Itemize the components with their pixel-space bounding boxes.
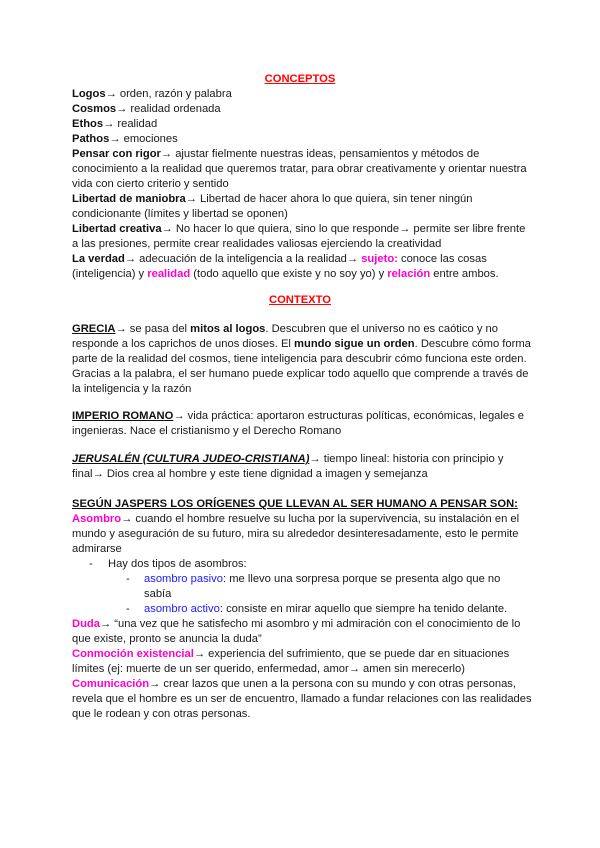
- def-asombro: cuando el hombre resuelve su lucha por la supervivencia, su instalación en el mundo y aseguración de su futuro, mira su alrededor desinteresadamente, esto le permite admirarse: [72, 513, 520, 555]
- keyword-relacion: relación: [387, 268, 431, 280]
- arrow: →: [348, 663, 360, 675]
- def-relacion: entre ambos.: [430, 268, 499, 280]
- term-logos: Logos: [72, 88, 106, 100]
- def-jerusalen-2: Dios crea al hombre y este tiene dignidad a imagen y semejanza: [103, 468, 428, 480]
- arrow: →: [149, 678, 161, 690]
- arrow: →: [193, 648, 206, 660]
- def-realidad: (todo aquello que existe y no soy yo) y: [190, 268, 388, 280]
- keyword-realidad: realidad: [147, 268, 191, 280]
- bullet-dash: -: [126, 573, 130, 585]
- concept-ethos: [72, 117, 532, 132]
- term-conmocion-existencial: Conmoción existencial: [72, 648, 194, 660]
- arrow: →: [399, 223, 411, 235]
- bullet-dash: -: [126, 603, 130, 615]
- jaspers-heading: SEGÚN JASPERS LOS ORÍGENES QUE LLEVAN AL SER HUMANO A PENSAR SON:: [72, 498, 518, 510]
- tipos-de-asombro: Hay dos tipos de asombros:: [108, 558, 247, 570]
- origin-conmocion-existencial: [72, 647, 532, 677]
- asombro-pasivo: [144, 572, 524, 602]
- term-ethos: Ethos: [72, 118, 104, 130]
- def-pensar-con-rigor: ajustar fielmente nuestras ideas, pensamientos y métodos de conocimiento a la realidad que queremos tratar, para obrar creativamente y orientar nuestra vida con cierto criterio y sentido: [72, 148, 527, 190]
- def-libertad-creativa-2: permite ser libre frente a las presiones, permite crear realidades valiosas ejerciendo la creatividad: [72, 223, 526, 250]
- def-asombro-pasivo: : me llevo una sorpresa porque se presenta algo que no sabía: [144, 573, 501, 600]
- term-libertad-creativa: Libertad creativa: [72, 223, 162, 235]
- bold-mundo-sigue-un-orden: mundo sigue un orden: [294, 338, 415, 350]
- def-duda: “una vez que he satisfecho mi asombro y mi admiración con el conocimiento de lo que existe, pronto se anuncia la duda”: [72, 618, 521, 645]
- arrow: →: [115, 323, 127, 335]
- arrow: →: [185, 193, 197, 205]
- concept-la-verdad: [72, 252, 532, 282]
- term-comunicacion: Comunicación: [72, 678, 150, 690]
- term-pathos: Pathos: [72, 133, 110, 145]
- concept-logos: [72, 87, 532, 102]
- bold-mitos-al-logos: mitos al logos: [190, 323, 266, 335]
- arrow: →: [116, 103, 128, 115]
- term-grecia: GRECIA: [72, 323, 116, 335]
- context-jerusalen: [72, 452, 532, 482]
- term-libertad-de-maniobra: Libertad de maniobra: [72, 193, 186, 205]
- def-comunicacion: crear lazos que unen a la persona con su mundo y con otras personas, revela que el hombre es un ser de encuentro, llamado a fundar relaciones con las realidades que le rodean y con otras personas.: [72, 678, 532, 720]
- bullet-dash: -: [89, 558, 93, 570]
- contexto-title: CONTEXTO: [269, 294, 331, 306]
- arrow: →: [309, 453, 321, 465]
- def-sujeto: conoce las cosas (inteligencia) y: [72, 253, 487, 280]
- context-grecia: [72, 322, 532, 397]
- arrow: →: [173, 410, 185, 422]
- arrow: →: [124, 253, 137, 265]
- def-cosmos: realidad ordenada: [127, 103, 221, 115]
- concept-cosmos: [72, 102, 532, 117]
- term-jerusalen: JERUSALÉN (CULTURA JUDEO-CRISTIANA): [72, 453, 310, 465]
- origin-comunicacion: [72, 677, 532, 722]
- term-imperio-romano: IMPERIO ROMANO: [72, 410, 174, 422]
- def-libertad-de-maniobra: Libertad de hacer ahora lo que quiera, sin tener ningún condicionante (límites y libertad se oponen): [72, 193, 473, 220]
- arrow: →: [103, 118, 115, 130]
- def-conmocion-2: amen sin merecerlo): [359, 663, 465, 675]
- context-imperio-romano: [72, 409, 532, 439]
- concept-pathos: [72, 132, 532, 147]
- def-ethos: realidad: [114, 118, 158, 130]
- term-asombro-activo: asombro activo: [144, 603, 220, 615]
- arrow: →: [121, 513, 133, 525]
- def-pathos: emociones: [120, 133, 178, 145]
- arrow: →: [105, 88, 117, 100]
- arrow: →: [92, 468, 104, 480]
- arrow: →: [109, 133, 121, 145]
- text-grecia-2: . Descubren que el universo no es caótico y no responde a los caprichos de unos dioses. El: [72, 323, 498, 350]
- term-cosmos: Cosmos: [72, 103, 117, 115]
- term-la-verdad: La verdad: [72, 253, 125, 265]
- term-asombro-pasivo: asombro pasivo: [144, 573, 223, 585]
- def-logos: orden, razón y palabra: [116, 88, 232, 100]
- conceptos-title: CONCEPTOS: [264, 73, 336, 85]
- term-asombro: Asombro: [72, 513, 122, 525]
- def-conmocion-1: experiencia del sufrimiento, que se puede dar en situaciones límites (ej: muerte de un ser querido, enfermedad, amor: [72, 648, 510, 675]
- text-grecia-3: . Descubre cómo forma parte de la realidad del cosmos, tiene inteligencia para descubrir cómo funciona este orden. Gracias a la palabra, el ser humano puede explicar todo aquello que comprende a través de la inteligencia y la razón: [72, 338, 531, 395]
- text-grecia-1: se pasa del: [126, 323, 191, 335]
- asombro-activo: [144, 602, 534, 617]
- arrow: →: [346, 253, 359, 265]
- concept-libertad-de-maniobra: [72, 192, 532, 222]
- def-imperio-romano: vida práctica: aportaron estructuras políticas, económicas, legales e ingenieras. Nace el cristianismo y el Derecho Romano: [72, 410, 525, 437]
- concept-libertad-creativa: [72, 222, 532, 252]
- term-duda: Duda: [72, 618, 100, 630]
- arrow: →: [160, 148, 173, 160]
- term-pensar-con-rigor: Pensar con rigor: [72, 148, 161, 160]
- def-jerusalen-1: tiempo lineal: historia con principio y final: [72, 453, 504, 480]
- origin-duda: [72, 617, 532, 647]
- concept-pensar-con-rigor: [72, 147, 532, 192]
- def-libertad-creativa-1: No hacer lo que quiera, sino lo que responde: [172, 223, 400, 235]
- def-la-verdad: adecuación de la inteligencia a la realidad: [136, 253, 347, 265]
- def-asombro-activo: : consiste en mirar aquello que siempre ha tenido delante.: [219, 603, 508, 615]
- arrow: →: [99, 618, 112, 630]
- origin-asombro: [72, 512, 532, 557]
- arrow: →: [161, 223, 173, 235]
- keyword-sujeto: sujeto:: [358, 253, 398, 265]
